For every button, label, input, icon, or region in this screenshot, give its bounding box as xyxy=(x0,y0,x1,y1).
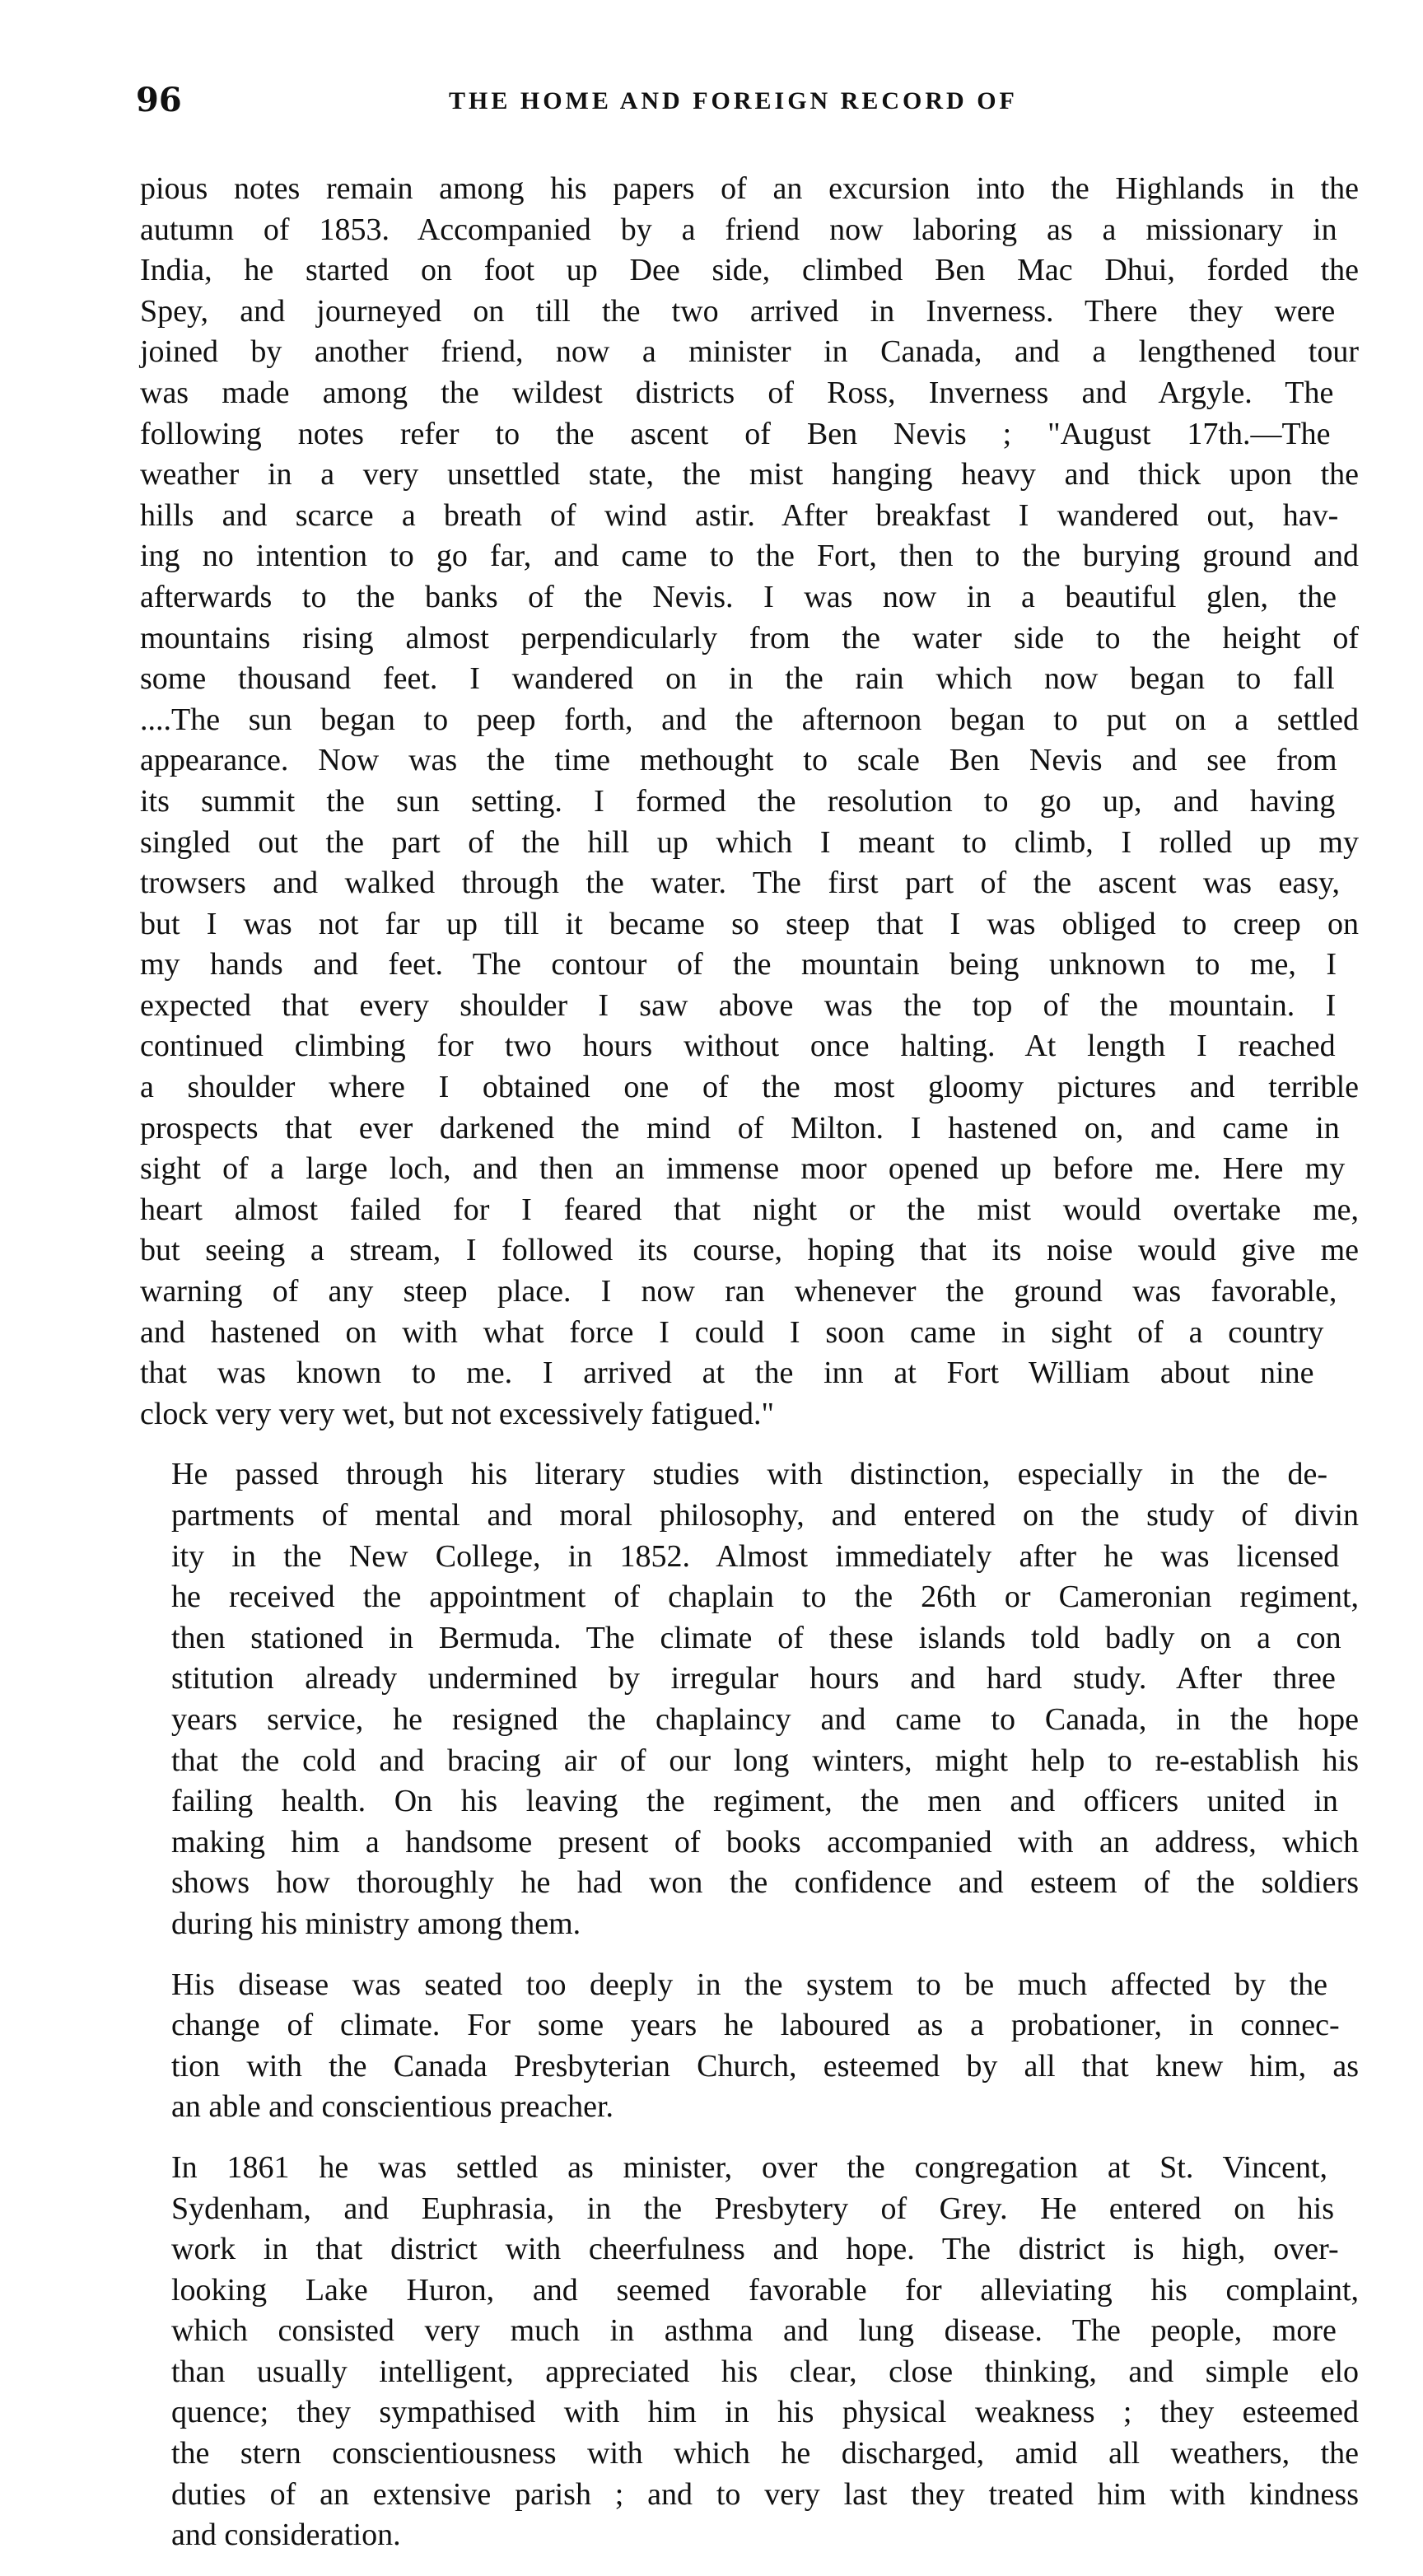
text-line: prospects that ever darkened the mind of Milton. I hastened on, and came in xyxy=(140,1110,1340,1146)
text-line: singled out the part of the hill up which I meant to climb, I rolled up my xyxy=(140,824,1359,860)
text-line: its summit the sun setting. I formed the resolution to go up, and having xyxy=(140,783,1336,819)
text-line: sight of a large loch, and then an immense moor opened up before me. Here my xyxy=(140,1151,1346,1187)
text-line: years service, he resigned the chaplaincy and came to Canada, in the hope xyxy=(171,1701,1359,1737)
text-line: that the cold and bracing air of our long winters, might help to re-establish his xyxy=(171,1743,1359,1778)
text-line: afterwards to the banks of the Nevis. I was now in a beautiful glen, the xyxy=(140,579,1337,614)
text-line: the stern conscientiousness with which he discharged, amid all weathers, the xyxy=(171,2436,1359,2471)
text-line: autumn of 1853. Accompanied by a friend now laboring as a missionary in xyxy=(140,212,1337,247)
text-line: India, he started on foot up Dee side, climbed Ben Mac Dhui, forded the xyxy=(140,253,1359,288)
body-text xyxy=(140,169,1359,2576)
text-line: during his ministry among them. xyxy=(171,1906,581,1941)
text-line: mountains rising almost perpendicularly from the water side to the height of xyxy=(140,620,1359,656)
text-line: quence; they sympathised with him in his physical weakness ; they esteemed xyxy=(171,2395,1359,2430)
text-line: but seeing a stream, I followed its course, hoping that its noise would give me xyxy=(140,1233,1359,1268)
paragraph-studies-and-chaplaincy xyxy=(140,1454,1359,1944)
text-line: a shoulder where I obtained one of the most gloomy pictures and terrible xyxy=(140,1070,1359,1105)
text-line: work in that district with cheerfulness and hope. The district is high, over- xyxy=(171,2232,1339,2267)
paragraph-settlement-1861 xyxy=(140,2148,1359,2556)
text-line: warning of any steep place. I now ran whenever the ground was favorable, xyxy=(140,1274,1337,1309)
text-line: making him a handsome present of books accompanied with an address, which xyxy=(171,1824,1359,1860)
text-line: partments of mental and moral philosophy, and entered on the study of divin xyxy=(171,1498,1359,1533)
text-line: clock very very wet, but not excessively fatigued." xyxy=(140,1396,774,1431)
text-line: In 1861 he was settled as minister, over the congregation at St. Vincent, xyxy=(171,2149,1327,2185)
text-line: pious notes remain among his papers of an excursion into the Highlands in the xyxy=(140,171,1359,206)
text-line: which consisted very much in asthma and lung disease. The people, more xyxy=(171,2313,1337,2349)
text-line: but I was not far up till it became so steep that I was obliged to creep on xyxy=(140,906,1359,941)
text-line: weather in a very unsettled state, the mist hanging heavy and thick upon the xyxy=(140,457,1359,492)
page-header xyxy=(136,81,1355,122)
text-line: change of climate. For some years he laboured as a probationer, in connec- xyxy=(171,2008,1340,2043)
text-line: He passed through his literary studies with distinction, especially in the de- xyxy=(171,1457,1327,1492)
text-line: ing no intention to go far, and came to the Fort, then to the burying ground and xyxy=(140,539,1359,574)
paragraph-ben-nevis-notes xyxy=(140,169,1359,1435)
text-line: appearance. Now was the time methought to scale Ben Nevis and see from xyxy=(140,743,1337,778)
text-line: shows how thoroughly he had won the confidence and esteem of the soldiers xyxy=(171,1865,1359,1901)
text-line: stitution already undermined by irregular hours and hard study. After three xyxy=(171,1661,1336,1696)
page-number: 96 xyxy=(136,81,182,119)
running-head: THE HOME AND FOREIGN RECORD OF xyxy=(449,87,1018,114)
text-line: looking Lake Huron, and seemed favorable for alleviating his complaint, xyxy=(171,2272,1359,2308)
text-line: trowsers and walked through the water. The first part of the ascent was easy, xyxy=(140,866,1341,901)
text-line: hills and scarce a breath of wind astir. After breakfast I wandered out, hav- xyxy=(140,497,1339,533)
text-line: and hastened on with what force I could I soon came in sight of a country xyxy=(140,1314,1324,1350)
text-line: he received the appointment of chaplain to the 26th or Cameronian regiment, xyxy=(171,1580,1359,1615)
text-line: an able and conscientious preacher. xyxy=(171,2089,614,2125)
text-line: then stationed in Bermuda. The climate of these islands told badly on a con xyxy=(171,1620,1341,1655)
text-line: my hands and feet. The contour of the mountain being unknown to me, I xyxy=(140,947,1337,982)
text-line: heart almost failed for I feared that night or the mist would overtake me, xyxy=(140,1192,1359,1227)
text-line: joined by another friend, now a minister in Canada, and a lengthened tour xyxy=(140,334,1359,370)
text-line: and consideration. xyxy=(171,2518,401,2553)
text-line: Spey, and journeyed on till the two arrived in Inverness. There they were xyxy=(140,293,1336,329)
text-line: was made among the wildest districts of Ross, Inverness and Argyle. The xyxy=(140,375,1334,410)
text-line: Sydenham, and Euphrasia, in the Presbytery of Grey. He entered on his xyxy=(171,2191,1335,2226)
text-line: ....The sun began to peep forth, and the afternoon began to put on a settled xyxy=(140,702,1359,737)
paragraph-disease-and-probation xyxy=(140,1965,1359,2128)
text-line: ity in the New College, in 1852. Almost immediately after he was licensed xyxy=(171,1538,1340,1574)
text-line: expected that every shoulder I saw above was the top of the mountain. I xyxy=(140,987,1337,1023)
text-line: His disease was seated too deeply in the system to be much affected by the xyxy=(171,1967,1327,2002)
text-line: continued climbing for two hours without once halting. At length I reached xyxy=(140,1029,1336,1064)
text-line: following notes refer to the ascent of Ben Nevis ; "August 17th.—The xyxy=(140,416,1331,451)
text-line: duties of an extensive parish ; and to very last they treated him with kindness xyxy=(171,2476,1359,2512)
text-line: than usually intelligent, appreciated his clear, close thinking, and simple elo xyxy=(171,2354,1359,2389)
text-line: tion with the Canada Presbyterian Church, esteemed by all that knew him, as xyxy=(171,2048,1359,2084)
text-line: some thousand feet. I wandered on in the rain which now began to fall xyxy=(140,661,1335,697)
text-line: that was known to me. I arrived at the inn at Fort William about nine xyxy=(140,1356,1314,1391)
text-line: failing health. On his leaving the regiment, the men and officers united in xyxy=(171,1784,1338,1819)
